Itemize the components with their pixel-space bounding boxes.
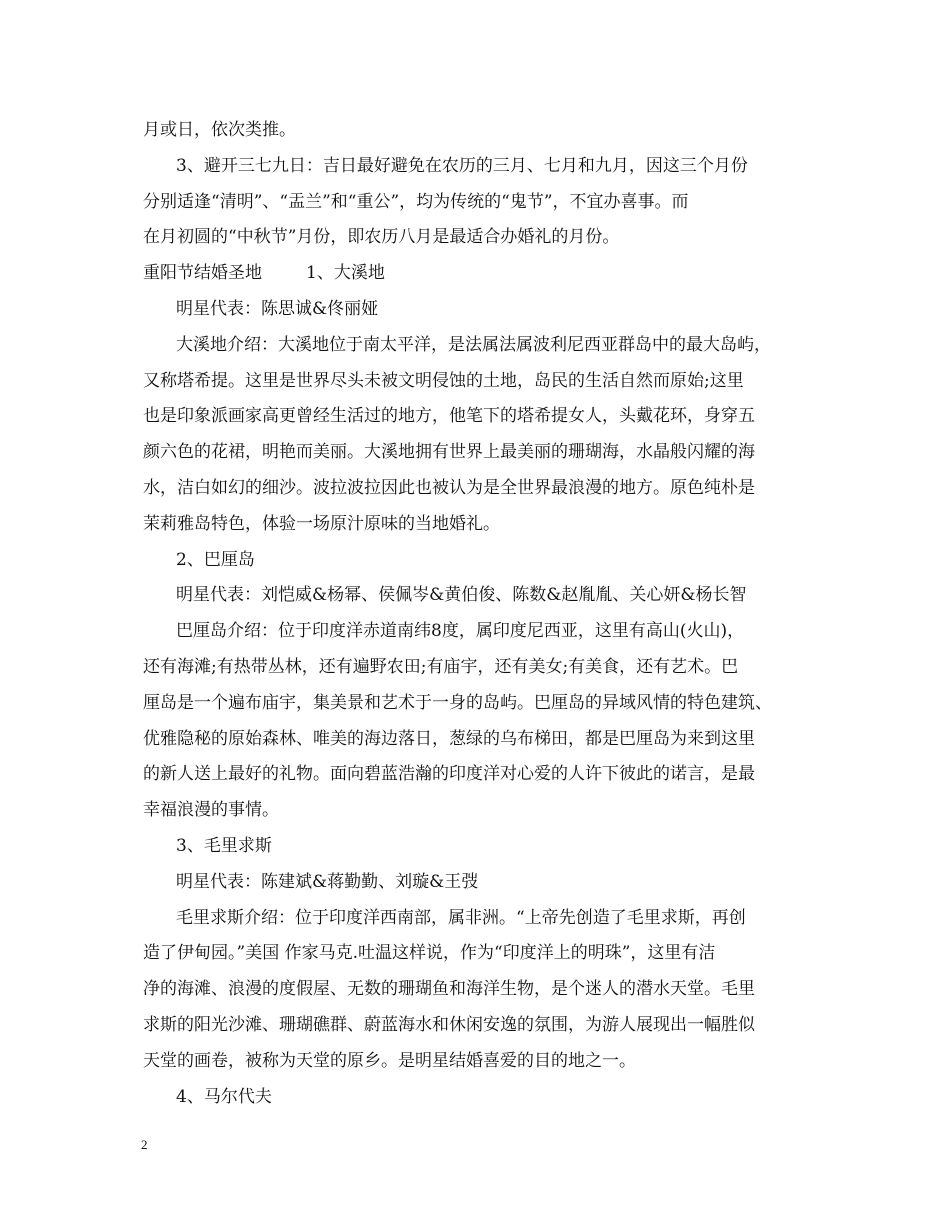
paragraph-line: 茉莉雅岛特色，体验一场原汁原味的当地婚礼。 [143,513,500,534]
paragraph-line: 分别适逢“清明”、“盂兰”和“重公”，均为传统的“鬼节”，不宜办喜事。而 [143,191,689,212]
paragraph-line: 巴厘岛介绍：位于印度洋赤道南纬8度，属印度尼西亚，这里有高山(火山)， [176,621,745,642]
paragraph-line: 在月初圆的“中秋节”月份，即农历八月是最适合办婚礼的月份。 [143,227,620,248]
section-heading-item: 1、大溪地 [306,263,385,284]
paragraph-line: 月或日，依次类推。 [143,120,296,140]
paragraph-line: 厘岛是一个遍布庙宇，集美景和艺术于一身的岛屿。巴厘岛的异域风情的特色建筑、 [143,692,772,713]
paragraph-line: 优雅隐秘的原始森林、唯美的海边落日，葱绿的乌布梯田，都是巴厘岛为来到这里 [143,728,755,749]
document-body [143,113,808,1115]
paragraph-line: 还有海滩;有热带丛林，还有遍野农田;有庙宇，还有美女;有美食，还有艺术。巴 [143,656,739,677]
paragraph-line: 又称塔希提。这里是世界尽头未被文明侵蚀的土地，岛民的生活自然而原始;这里 [143,370,744,391]
paragraph-line: 3、毛里求斯 [176,835,272,856]
paragraph-line: 毛里求斯介绍：位于印度洋西南部，属非洲。“上帝先创造了毛里求斯，再创 [176,907,746,928]
paragraph-line: 净的海滩、浪漫的度假屋、无数的珊瑚鱼和海洋生物，是个迷人的潜水天堂。毛里 [143,979,755,1000]
paragraph-line: 颜六色的花裙，明艳而美丽。大溪地拥有世界上最美丽的珊瑚海，水晶般闪耀的海 [143,442,755,463]
paragraph-line: 也是印象派画家高更曾经生活过的地方，他笔下的塔希提女人，头戴花环，身穿五 [143,406,755,427]
paragraph-line: 明星代表：刘恺威&杨幂、侯佩岑&黄伯俊、陈数&赵胤胤、关心妍&杨长智 [176,585,747,606]
paragraph-line: 幸福浪漫的事情。 [143,800,279,821]
paragraph-line: 的新人送上最好的礼物。面向碧蓝浩瀚的印度洋对心爱的人许下彼此的诺言，是最 [143,764,755,785]
paragraph-line: 明星代表：陈建斌&蒋勤勤、刘璇&王弢 [176,871,479,892]
paragraph-line: 2、巴厘岛 [176,549,255,570]
paragraph-line: 3、避开三七九日：吉日最好避免在农历的三月、七月和九月，因这三个月份 [176,155,748,176]
paragraph-line: 大溪地介绍：大溪地位于南太平洋，是法属法属波利尼西亚群岛中的最大岛屿， [176,334,771,355]
section-heading-title: 重阳节结婚圣地 [143,263,262,284]
paragraph-line: 水，洁白如幻的细沙。波拉波拉因此也被认为是全世界最浪漫的地方。原色纯朴是 [143,477,755,498]
paragraph-line: 造了伊甸园。”美国 作家马克.吐温这样说，作为“印度洋上的明珠”，这里有洁 [143,943,716,964]
paragraph-line: 天堂的画卷，被称为天堂的原乡。是明星结婚喜爱的目的地之一。 [143,1050,636,1071]
paragraph-line: 求斯的阳光沙滩、珊瑚礁群、蔚蓝海水和休闲安逸的氛围，为游人展现出一幅胜似 [143,1014,755,1035]
page-number: 2 [141,1137,148,1152]
paragraph-line: 明星代表：陈思诚&佟丽娅 [176,298,379,319]
paragraph-line: 4、马尔代夫 [176,1086,272,1107]
section-heading-line [143,256,808,292]
